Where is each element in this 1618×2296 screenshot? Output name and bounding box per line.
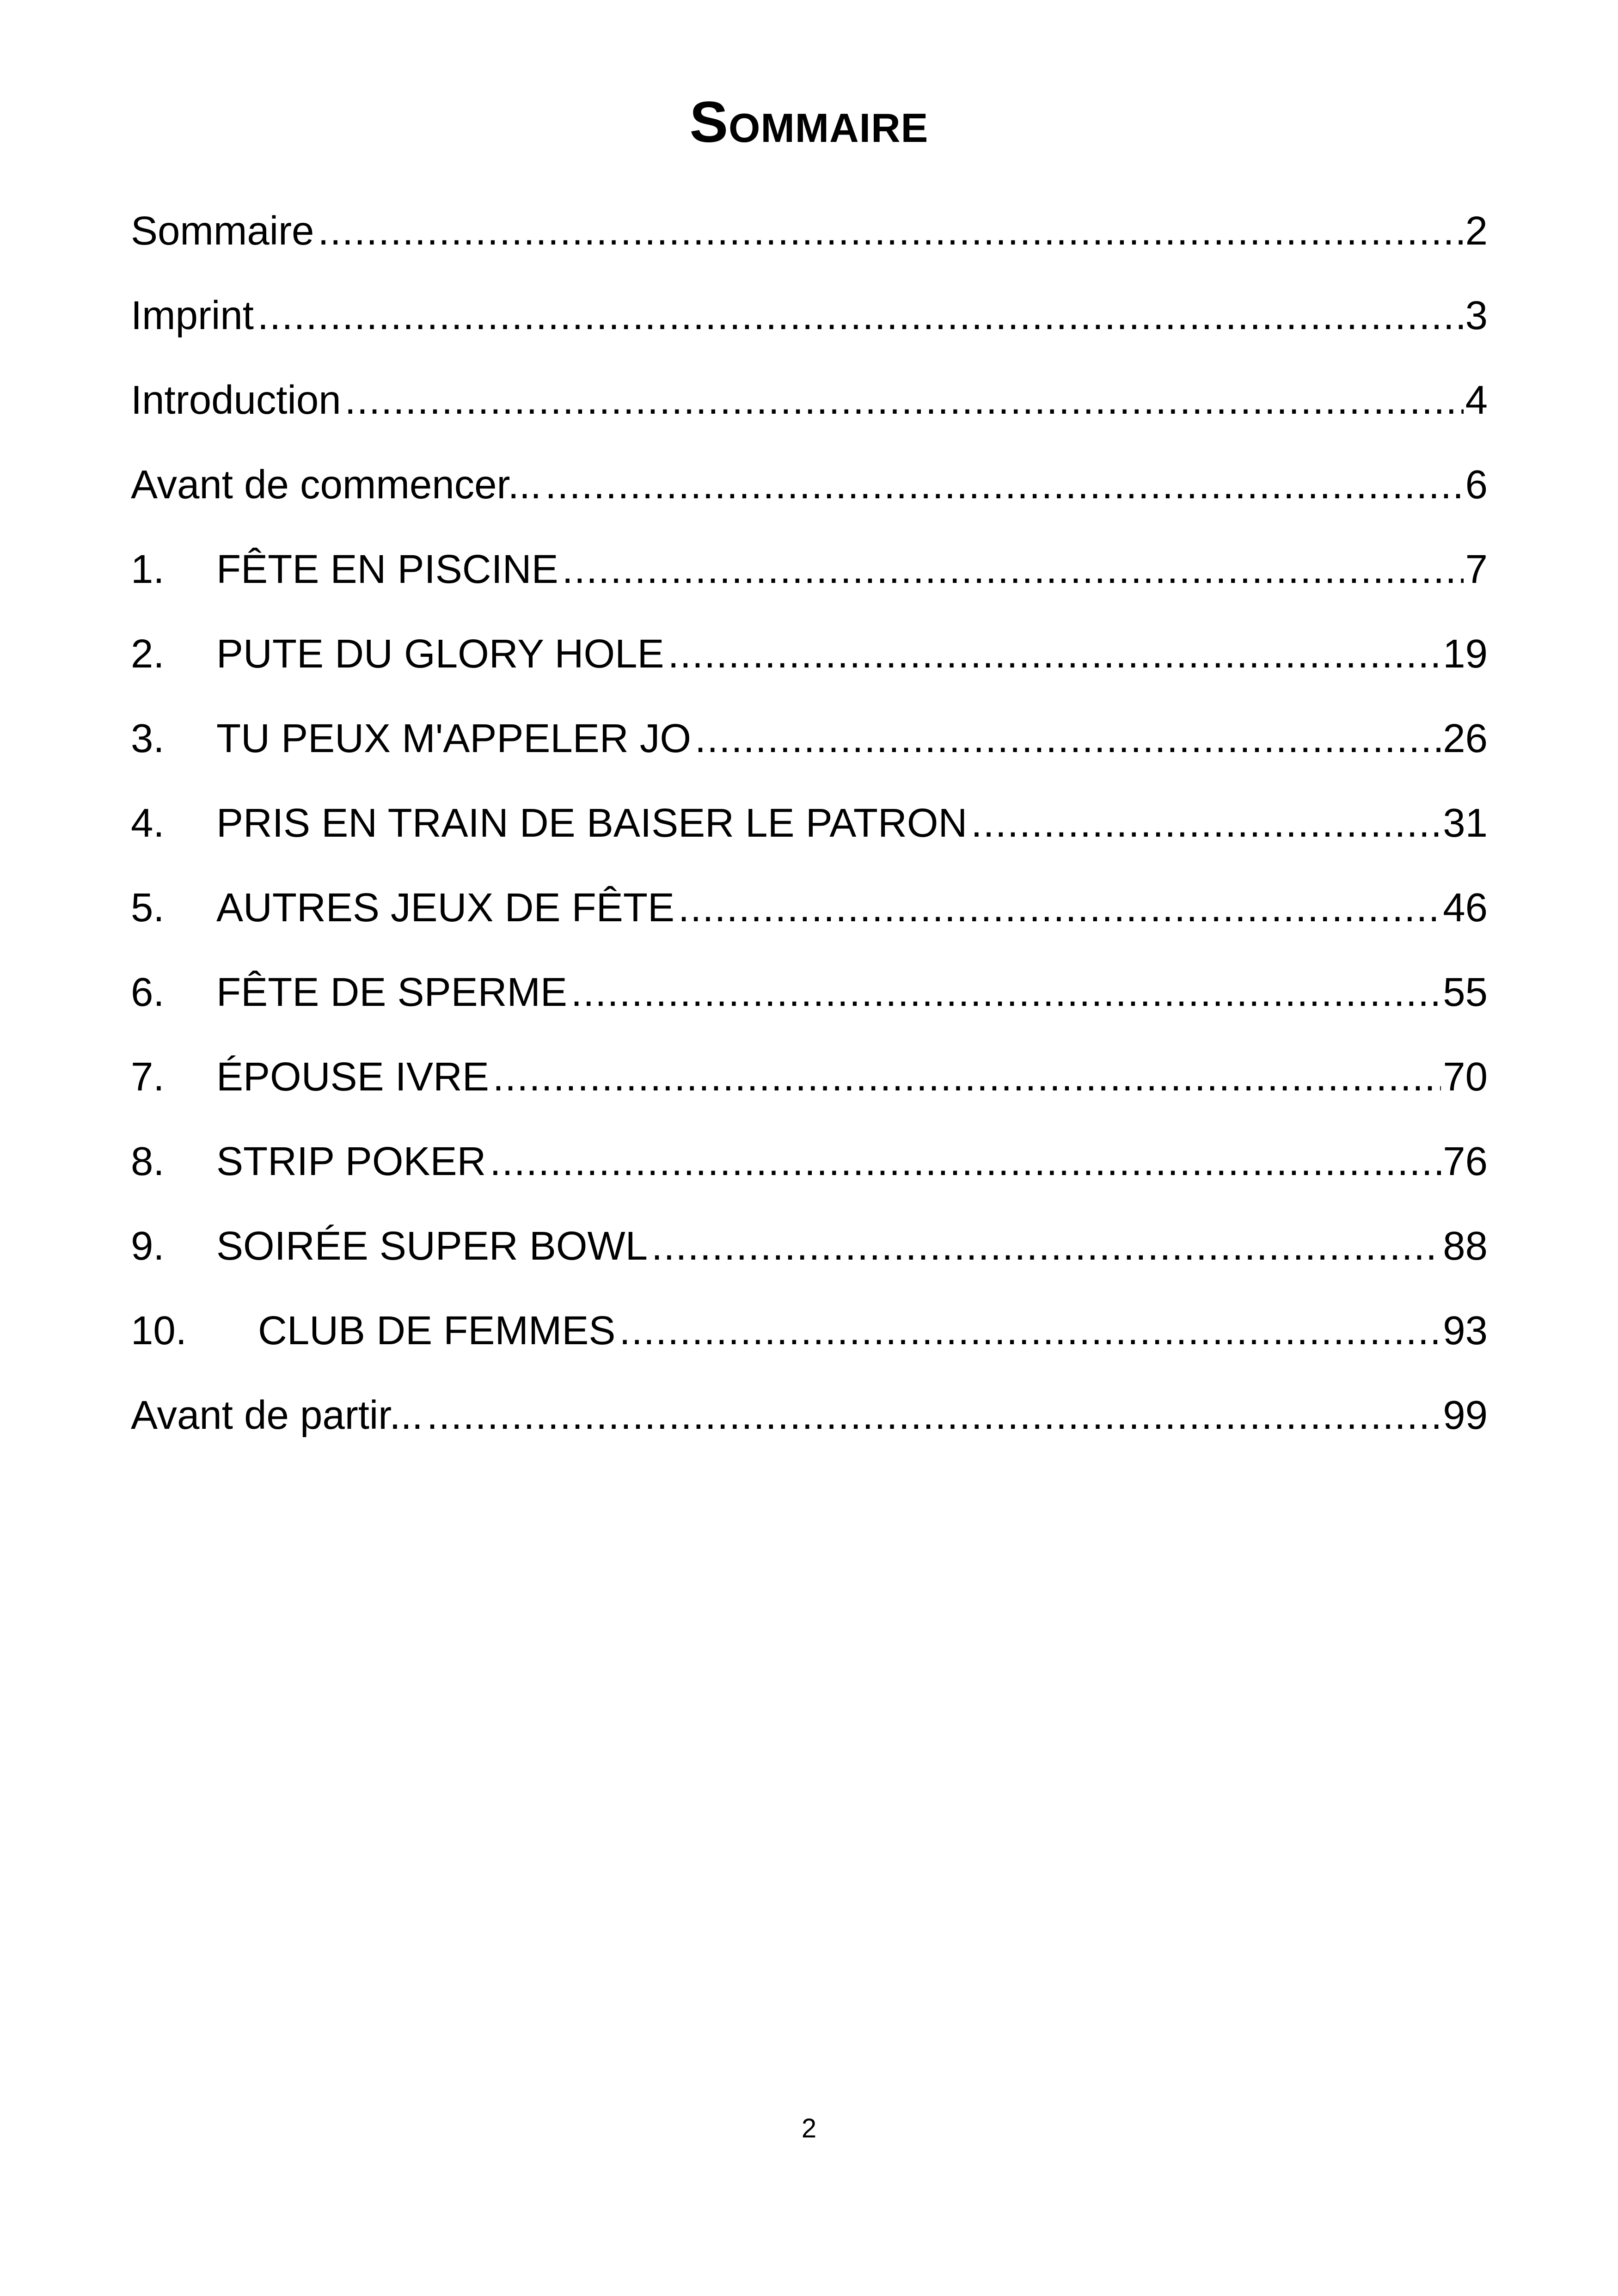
toc-entry-chapter-8[interactable]: [131, 1127, 1488, 1212]
toc-entry-avant-de-commencer[interactable]: [131, 450, 1488, 535]
toc-entry-chapter-9[interactable]: [131, 1212, 1488, 1296]
toc-entry-chapter-1[interactable]: [131, 535, 1488, 619]
toc-entry-number: 7.: [131, 1054, 165, 1099]
page-title: Sommaire: [689, 90, 929, 154]
toc-entry-label: SOIRÉE SUPER BOWL: [216, 1212, 651, 1281]
toc-entry-label: Avant de commencer...: [131, 450, 545, 520]
toc-entry-page: 4: [1464, 366, 1488, 435]
toc-dot-leader: [668, 619, 1441, 689]
toc-entry-label: Sommaire: [131, 196, 318, 266]
page-number: 2: [801, 2113, 817, 2143]
toc-dot-leader: [545, 450, 1463, 520]
toc-dot-leader: [695, 704, 1441, 773]
toc-entry-number: 3.: [131, 716, 165, 761]
toc-dot-leader: [493, 1042, 1441, 1112]
toc-dot-leader: [678, 873, 1441, 943]
toc-entry-page: 55: [1441, 958, 1488, 1027]
toc-entry-label: STRIP POKER: [216, 1127, 490, 1196]
toc-dot-leader: [490, 1127, 1441, 1196]
toc-entry-label: PUTE DU GLORY HOLE: [216, 619, 668, 689]
toc-entry-label: PRIS EN TRAIN DE BAISER LE PATRON: [216, 789, 971, 858]
toc-entry-label: Introduction: [131, 366, 345, 435]
toc-entry-page: 19: [1441, 619, 1488, 689]
toc-entry-number: 5.: [131, 885, 165, 930]
toc-dot-leader: [571, 958, 1441, 1027]
toc-entry-label: Imprint: [131, 281, 257, 350]
toc-entry-chapter-6[interactable]: [131, 958, 1488, 1042]
toc-entry-label: ÉPOUSE IVRE: [216, 1042, 493, 1112]
toc-entry-label: AUTRES JEUX DE FÊTE: [216, 873, 678, 943]
toc-entry-introduction[interactable]: [131, 366, 1488, 450]
toc-entry-chapter-3[interactable]: [131, 704, 1488, 789]
toc-entry-label: TU PEUX M'APPELER JO: [216, 704, 695, 773]
toc-entry-avant-de-partir[interactable]: [131, 1381, 1488, 1465]
toc-entry-chapter-10[interactable]: [131, 1296, 1488, 1381]
toc-dot-leader: [971, 789, 1441, 858]
toc-entry-page: 2: [1464, 196, 1488, 266]
toc-entry-label: FÊTE EN PISCINE: [216, 535, 562, 604]
toc-entry-number: 8.: [131, 1139, 165, 1184]
toc-dot-leader: [619, 1296, 1441, 1365]
toc-entry-number: 4.: [131, 801, 165, 845]
toc-entry-page: 70: [1441, 1042, 1488, 1112]
toc-entry-page: 99: [1441, 1381, 1488, 1450]
toc-entry-imprint[interactable]: [131, 281, 1488, 366]
toc-entry-page: 7: [1464, 535, 1488, 604]
toc-entry-label: FÊTE DE SPERME: [216, 958, 571, 1027]
toc-entry-number: 9.: [131, 1224, 165, 1268]
toc-dot-leader: [427, 1381, 1441, 1450]
toc-dot-leader: [651, 1212, 1441, 1281]
toc-entry-number: 6.: [131, 970, 165, 1015]
toc-entry-chapter-2[interactable]: [131, 619, 1488, 704]
toc-entry-chapter-7[interactable]: [131, 1042, 1488, 1127]
toc-dot-leader: [562, 535, 1464, 604]
toc-entry-chapter-4[interactable]: [131, 789, 1488, 873]
toc-entry-number: 1.: [131, 547, 165, 592]
toc-entry-page: 93: [1441, 1296, 1488, 1365]
toc-entry-page: 46: [1441, 873, 1488, 943]
table-of-contents: [131, 196, 1488, 1465]
toc-entry-label: CLUB DE FEMMES: [258, 1296, 619, 1365]
toc-entry-chapter-5[interactable]: [131, 873, 1488, 958]
toc-dot-leader: [345, 366, 1464, 435]
toc-entry-page: 76: [1441, 1127, 1488, 1196]
toc-dot-leader: [318, 196, 1463, 266]
toc-dot-leader: [257, 281, 1464, 350]
toc-entry-page: 88: [1441, 1212, 1488, 1281]
toc-entry-number: 10.: [131, 1308, 187, 1353]
toc-entry-page: 3: [1464, 281, 1488, 350]
toc-entry-page: 6: [1464, 450, 1488, 520]
toc-entry-sommaire[interactable]: [131, 196, 1488, 281]
toc-entry-page: 31: [1441, 789, 1488, 858]
toc-entry-page: 26: [1441, 704, 1488, 773]
toc-entry-label: Avant de partir...: [131, 1381, 427, 1450]
toc-entry-number: 2.: [131, 631, 165, 676]
